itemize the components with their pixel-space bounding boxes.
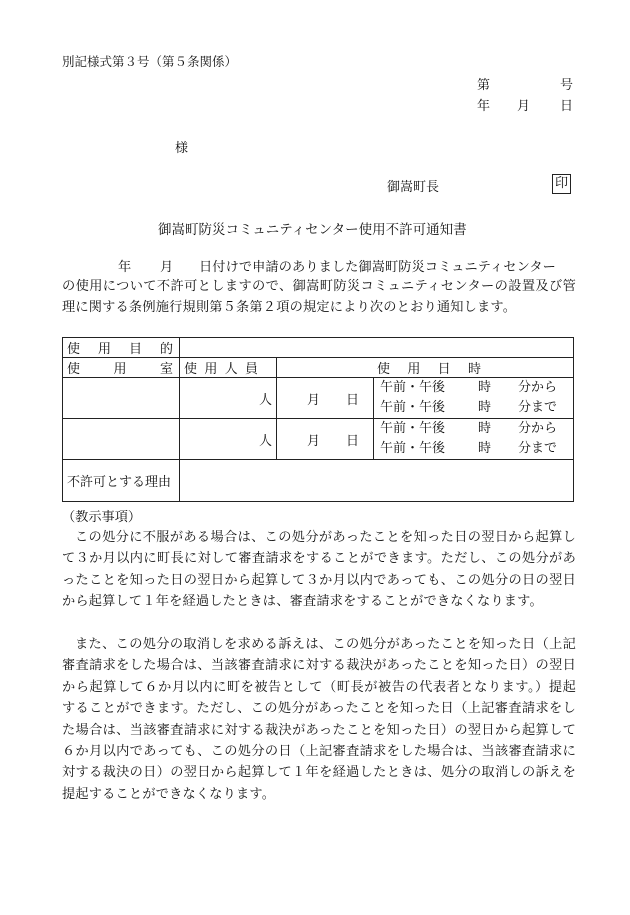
reason-value	[180, 460, 574, 502]
people-label: 使用人員	[184, 362, 258, 377]
hour-label: 時	[478, 421, 492, 436]
time-cell-1	[374, 378, 574, 419]
am-pm-label: 午前・午後	[380, 400, 446, 415]
people-cell-1	[180, 378, 277, 419]
am-pm-label: 午前・午後	[380, 441, 446, 456]
people-unit: 人	[258, 392, 272, 408]
date-month: 月	[307, 392, 321, 408]
time-start	[378, 378, 569, 398]
date-day: 日	[346, 433, 360, 449]
instructions-heading: （教示事項）	[62, 510, 142, 525]
instructions-para-1: この処分に不服がある場合は、この処分があったことを知った日の翌日から起算して３か月以内に町長に対して審査請求をすることができます。ただし、この処分があったことを知った日の翌日から起算して３か月以内であっても、この処分の日の翌日から起算して１年を経過したときは、審査請求をすることができなくなります。	[62, 530, 576, 610]
people-unit: 人	[258, 433, 272, 449]
document-title: 御嵩町防災コミュニティセンター使用不許可通知書	[158, 222, 467, 238]
issuer-title: 御嵩町長	[387, 180, 440, 195]
date-month: 月	[517, 99, 531, 114]
hour-label: 時	[478, 441, 492, 456]
usage-row-1	[63, 378, 574, 419]
room-label: 使用室	[67, 362, 173, 377]
purpose-value	[180, 338, 574, 358]
form-number: 別記様式第３号（第５条関係）	[62, 54, 238, 69]
people-cell-2	[180, 419, 277, 460]
reason-row	[63, 460, 574, 502]
usage-table	[62, 337, 574, 502]
addressee-suffix: 様	[175, 141, 189, 156]
time-cell-2	[374, 419, 574, 460]
time-end	[378, 439, 569, 459]
purpose-label: 使用目的	[67, 342, 173, 357]
room-cell-2	[63, 419, 180, 460]
seal-mark	[552, 174, 571, 194]
date-day: 日	[560, 99, 574, 114]
datetime-label: 使用日時	[377, 362, 481, 377]
document-number-prefix: 第	[477, 78, 491, 93]
reason-label: 不許可とする理由	[63, 460, 180, 502]
usage-row-2	[63, 419, 574, 460]
from-label: 分から	[518, 421, 558, 436]
until-label: 分まで	[518, 441, 558, 456]
date-month: 月	[307, 433, 321, 449]
until-label: 分まで	[518, 400, 558, 415]
room-cell-1	[63, 378, 180, 419]
date-cell-1	[277, 378, 374, 419]
time-end	[378, 398, 569, 418]
date-year: 年	[477, 99, 491, 114]
purpose-row	[63, 338, 574, 358]
date-cell-2	[277, 419, 374, 460]
body-first-line: 日付けで申請のありました御嵩町防災コミュニティセンター	[199, 260, 556, 275]
time-start	[378, 419, 569, 439]
am-pm-label: 午前・午後	[380, 380, 446, 395]
date-day: 日	[346, 392, 360, 408]
am-pm-label: 午前・午後	[380, 421, 446, 436]
from-label: 分から	[518, 380, 558, 395]
instructions-para-2: また、この処分の取消しを求める訴えは、この処分があったことを知った日（上記審査請求をした場合は、当該審査請求に対する裁決があったことを知った日）の翌日から起算して６か月以内に町を被告として（町長が被告の代表者となります。）提起することができます。ただし、この処分があったことを知った日（上記審査請求をした場合は、当該審査請求に対する裁決があったことを知った日）の翌日から起算して６か月以内であっても、この処分の日（上記審査請求をした場合は、当該審査請求に対する裁決の日）の翌日から起算して１年を経過したときは、処分の取消しの訴えを提起することができなくなります。	[62, 637, 576, 802]
body-year: 年	[118, 260, 132, 275]
body-month: 月	[160, 260, 174, 275]
body-text: の使用について不許可としますので、御嵩町防災コミュニティセンターの設置及び管理に関する条例施行規則第５条第２項の規定により次のとおり通知します。	[62, 279, 576, 316]
document-number-suffix: 号	[560, 78, 574, 93]
hour-label: 時	[478, 400, 492, 415]
seal-text: 印	[552, 174, 571, 194]
hour-label: 時	[478, 380, 492, 395]
header-row	[63, 358, 574, 378]
